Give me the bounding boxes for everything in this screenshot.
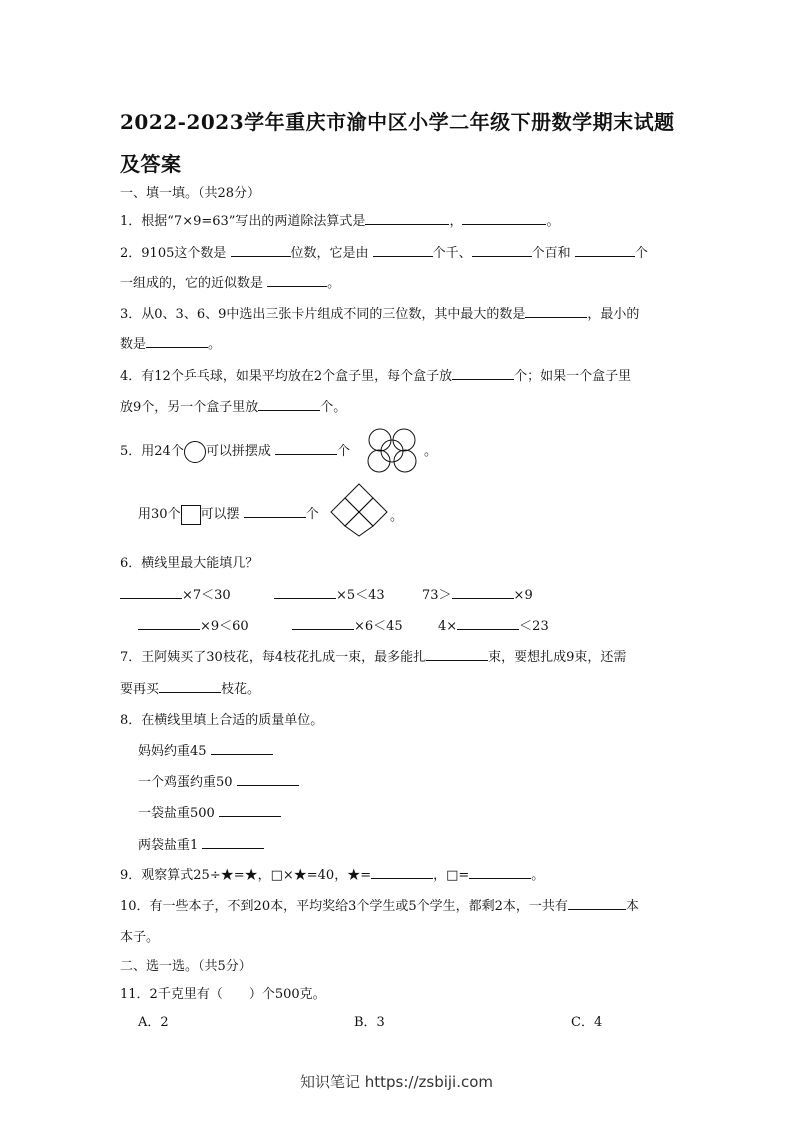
question-6-title: 6．横线里最大能填几？ [120, 556, 259, 571]
question-11: 11．2千克里有（ ）个500克。 [120, 987, 326, 1002]
q5-text-c: 个 [336, 444, 350, 459]
q6-expr: ×9 [513, 588, 533, 603]
answer-blank[interactable] [452, 367, 514, 380]
q6-item-5 [292, 615, 403, 634]
q8-item-2 [138, 771, 299, 790]
answer-blank[interactable] [472, 244, 532, 257]
q10-text-a: 10．有一些本子，不到20本，平均奖给3个学生或5个学生，都剩2本，一共有 [120, 899, 568, 914]
question-9 [120, 864, 544, 883]
q6-expr: 73＞ [422, 588, 452, 603]
answer-blank[interactable] [462, 212, 546, 225]
q5-text-f: 可以摆 [200, 507, 240, 522]
q7-text-c: 要再买 [120, 682, 160, 697]
answer-blank[interactable] [138, 617, 200, 630]
q6-expr: ×7＜30 [182, 588, 231, 603]
question-1 [120, 210, 559, 229]
answer-blank[interactable] [457, 617, 519, 630]
q7-text-a: 7．王阿姨买了30枝花，每4枝花扎成一束，最多能扎 [120, 650, 427, 665]
q6-expr: ×5＜43 [336, 588, 385, 603]
section-heading-fill: 一、填一填。（共28分） [120, 186, 261, 201]
q1-end: 。 [546, 214, 560, 229]
answer-blank[interactable] [244, 505, 306, 518]
circle-icon [184, 441, 206, 463]
q8-text: 妈妈约重45 [138, 744, 207, 759]
q3-text-b: ，最小的 [587, 307, 640, 322]
answer-blank[interactable] [365, 212, 449, 225]
q3-text-a: 3．从0、3、6、9中选出三张卡片组成不同的三位数，其中最大的数是 [120, 307, 526, 322]
q5-text-b: 可以拼摆成 [205, 444, 271, 459]
q5-text-g: 个 [305, 507, 319, 522]
q4-text-b: 个；如果一个盒子里 [514, 369, 632, 384]
answer-blank[interactable] [231, 244, 291, 257]
answer-blank[interactable] [469, 866, 531, 879]
answer-blank[interactable] [452, 586, 514, 599]
q2-text-a: 2．9105这个数是 [120, 246, 227, 261]
answer-blank[interactable] [211, 742, 273, 755]
q6-item-2 [274, 584, 385, 603]
answer-blank[interactable] [120, 586, 182, 599]
q6-expr: 4× [438, 619, 458, 634]
q4-text-d: 个。 [320, 400, 347, 415]
question-4-line1 [120, 365, 631, 384]
option-a[interactable]: A．2 [138, 1015, 169, 1030]
answer-blank[interactable] [275, 442, 337, 455]
q10-text-b: 本 [625, 899, 639, 914]
q8-text: 两袋盐重1 [138, 838, 199, 853]
answer-blank[interactable] [373, 244, 433, 257]
q9-text-b: ，□= [433, 868, 470, 883]
answer-blank[interactable] [267, 274, 327, 287]
answer-blank[interactable] [237, 773, 299, 786]
q6-expr: ＜23 [519, 619, 549, 634]
q2-text-g: 。 [327, 276, 341, 291]
answer-blank[interactable] [426, 648, 488, 661]
q4-text-c: 放9个，另一个盒子里放 [120, 400, 259, 415]
option-b[interactable]: B．3 [354, 1015, 385, 1030]
q8-text: 一个鸡蛋约重50 [138, 775, 233, 790]
q2-text-f: 一组成的，它的近似数是 [120, 276, 264, 291]
question-3-line1 [120, 303, 639, 322]
q5-end-1: 。 [424, 444, 438, 459]
option-c[interactable]: C．4 [571, 1015, 603, 1030]
q3-text-c: 数是 [120, 337, 147, 352]
question-2-line1 [120, 242, 648, 261]
q1-text: 1．根据“7×9=63”写出的两道除法算式是 [120, 214, 366, 229]
q6-item-3 [422, 584, 533, 603]
square-icon [181, 505, 201, 525]
question-7-line2 [120, 678, 260, 697]
page-title-line1: 2022-2023学年重庆市渝中区小学二年级下册数学期末试题 [120, 110, 675, 134]
q9-text-c: 。 [531, 868, 545, 883]
question-5-line1 [120, 440, 350, 463]
page-title-line2: 及答案 [120, 152, 182, 176]
answer-blank[interactable] [219, 804, 281, 817]
q8-item-4 [138, 834, 264, 853]
q6-item-6 [438, 615, 549, 634]
answer-blank[interactable] [258, 398, 320, 411]
answer-blank[interactable] [274, 586, 336, 599]
flower-figure [364, 425, 420, 477]
question-2-line2 [120, 272, 340, 291]
question-7-line1 [120, 646, 626, 665]
q7-text-d: 枝花。 [221, 682, 261, 697]
q7-text-b: 束，要想扎成9束，还需 [488, 650, 627, 665]
q3-text-d: 。 [208, 337, 222, 352]
q6-item-1 [120, 584, 231, 603]
answer-blank[interactable] [575, 244, 635, 257]
answer-blank[interactable] [568, 897, 626, 910]
question-3-line2 [120, 333, 221, 352]
question-8-title: 8．在横线里填上合适的质量单位。 [120, 713, 324, 728]
q2-text-d: 个百和 [531, 246, 571, 261]
q2-text-b: 位数，它是由 [290, 246, 369, 261]
answer-blank[interactable] [159, 680, 221, 693]
q8-text: 一袋盐重500 [138, 806, 215, 821]
q5-end-2: 。 [390, 509, 404, 524]
q2-text-e: 个 [634, 246, 648, 261]
q9-text-a: 9．观察算式25÷★=★，□×★=40，★= [120, 868, 372, 883]
q6-item-4 [138, 615, 249, 634]
answer-blank[interactable] [202, 836, 264, 849]
answer-blank[interactable] [525, 305, 587, 318]
section-heading-choice: 二、选一选。（共5分） [120, 959, 252, 974]
q8-item-3 [138, 802, 281, 821]
q1-separator: ， [449, 214, 463, 229]
q5-text-a: 5．用24个 [120, 444, 184, 459]
watermark-footer: 知识笔记 https://zsbiji.com [299, 1073, 494, 1091]
q6-expr: ×9＜60 [200, 619, 249, 634]
question-4-line2 [120, 396, 346, 415]
q4-text-a: 4．有12个乒乓球，如果平均放在2个盒子里，每个盒子放 [120, 369, 453, 384]
question-10-line1 [120, 895, 639, 914]
answer-blank[interactable] [371, 866, 433, 879]
q6-expr: ×6＜45 [354, 619, 403, 634]
diamond-figure [330, 482, 388, 538]
answer-blank[interactable] [292, 617, 354, 630]
question-5-line2 [138, 503, 319, 525]
q2-text-c: 个千、 [432, 246, 472, 261]
answer-blank[interactable] [146, 335, 208, 348]
q5-text-e: 用30个 [138, 507, 181, 522]
question-10-line2: 本子。 [120, 930, 160, 945]
q8-item-1 [138, 740, 273, 759]
